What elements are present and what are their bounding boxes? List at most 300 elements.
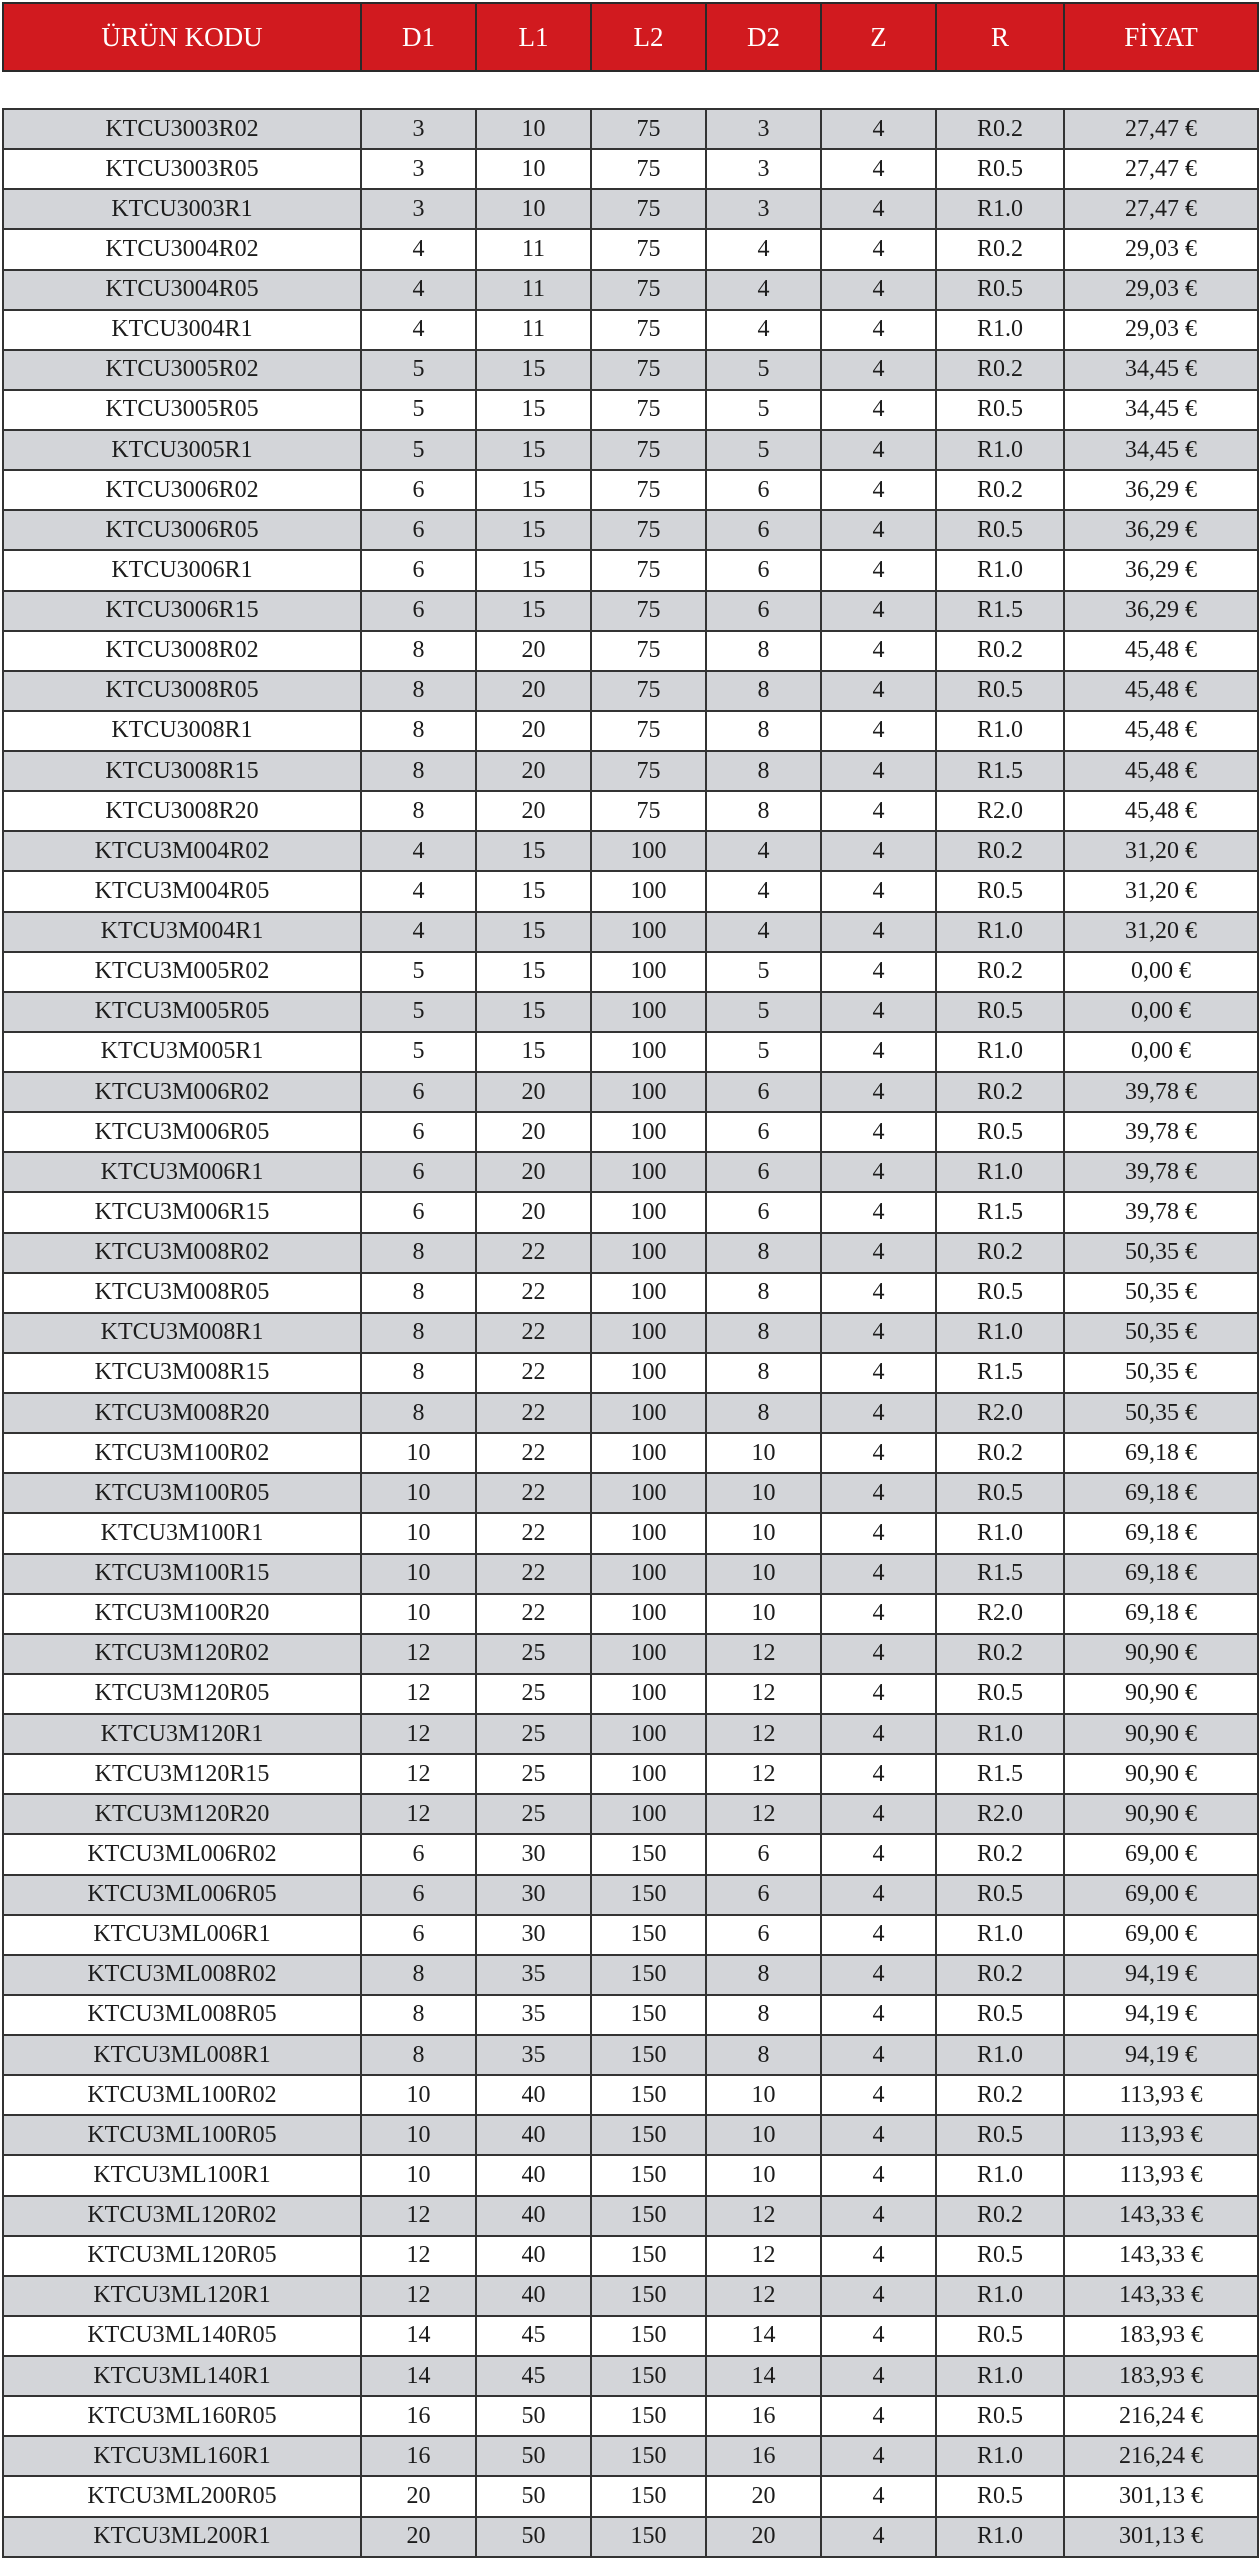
r-cell: R0.5 <box>936 510 1064 550</box>
l2-cell: 75 <box>591 791 706 831</box>
d1-cell: 4 <box>361 912 476 952</box>
d1-cell: 8 <box>361 1393 476 1433</box>
l1-cell: 40 <box>476 2276 591 2316</box>
table-row <box>3 952 1258 992</box>
d2-cell: 8 <box>706 1313 821 1353</box>
d2-cell: 12 <box>706 1714 821 1754</box>
l1-cell: 45 <box>476 2356 591 2396</box>
l2-cell: 75 <box>591 229 706 269</box>
price-cell: 50,35 € <box>1064 1313 1258 1353</box>
product-code-cell: KTCU3005R1 <box>3 430 361 470</box>
r-cell: R0.2 <box>936 1955 1064 1995</box>
d1-cell: 6 <box>361 1072 476 1112</box>
d2-cell: 10 <box>706 2075 821 2115</box>
r-cell: R1.0 <box>936 1915 1064 1955</box>
l1-cell: 15 <box>476 510 591 550</box>
l1-cell: 40 <box>476 2115 591 2155</box>
table-row <box>3 1353 1258 1393</box>
table-row <box>3 1634 1258 1674</box>
table-row <box>3 2517 1258 2558</box>
price-cell: 36,29 € <box>1064 470 1258 510</box>
r-cell: R1.0 <box>936 2035 1064 2075</box>
product-code-cell: KTCU3008R05 <box>3 671 361 711</box>
d2-cell: 10 <box>706 2155 821 2195</box>
product-code-cell: KTCU3ML140R1 <box>3 2356 361 2396</box>
price-cell: 39,78 € <box>1064 1112 1258 1152</box>
d1-cell: 10 <box>361 2115 476 2155</box>
price-cell: 0,00 € <box>1064 992 1258 1032</box>
l2-cell: 75 <box>591 631 706 671</box>
d2-cell: 6 <box>706 1192 821 1232</box>
l1-cell: 15 <box>476 831 591 871</box>
price-cell: 69,00 € <box>1064 1915 1258 1955</box>
z-cell: 4 <box>821 229 936 269</box>
r-cell: R2.0 <box>936 1594 1064 1634</box>
l2-cell: 100 <box>591 1554 706 1594</box>
r-cell: R0.2 <box>936 2196 1064 2236</box>
d2-cell: 8 <box>706 1393 821 1433</box>
product-code-cell: KTCU3006R05 <box>3 510 361 550</box>
d2-cell: 8 <box>706 671 821 711</box>
r-cell: R0.2 <box>936 1072 1064 1112</box>
d2-cell: 10 <box>706 1554 821 1594</box>
d2-cell: 8 <box>706 711 821 751</box>
product-code-cell: KTCU3M008R02 <box>3 1233 361 1273</box>
l1-cell: 22 <box>476 1594 591 1634</box>
l1-cell: 22 <box>476 1433 591 1473</box>
header-fiyat: FİYAT <box>1064 3 1258 71</box>
d1-cell: 10 <box>361 1473 476 1513</box>
table-row <box>3 2436 1258 2476</box>
l2-cell: 100 <box>591 992 706 1032</box>
z-cell: 4 <box>821 1353 936 1393</box>
z-cell: 4 <box>821 671 936 711</box>
r-cell: R0.5 <box>936 2115 1064 2155</box>
price-cell: 94,19 € <box>1064 1995 1258 2035</box>
d1-cell: 10 <box>361 1433 476 1473</box>
r-cell: R1.0 <box>936 2276 1064 2316</box>
product-code-cell: KTCU3004R05 <box>3 270 361 310</box>
table-row <box>3 1674 1258 1714</box>
d1-cell: 10 <box>361 1554 476 1594</box>
r-cell: R1.0 <box>936 2155 1064 2195</box>
l2-cell: 100 <box>591 1233 706 1273</box>
l2-cell: 150 <box>591 2476 706 2516</box>
product-code-cell: KTCU3005R02 <box>3 350 361 390</box>
product-code-cell: KTCU3M100R1 <box>3 1513 361 1553</box>
price-cell: 31,20 € <box>1064 831 1258 871</box>
z-cell: 4 <box>821 1032 936 1072</box>
product-code-cell: KTCU3M005R02 <box>3 952 361 992</box>
d1-cell: 16 <box>361 2436 476 2476</box>
l1-cell: 11 <box>476 229 591 269</box>
d1-cell: 4 <box>361 270 476 310</box>
product-code-cell: KTCU3M120R1 <box>3 1714 361 1754</box>
d1-cell: 5 <box>361 390 476 430</box>
d2-cell: 16 <box>706 2436 821 2476</box>
price-cell: 27,47 € <box>1064 109 1258 149</box>
z-cell: 4 <box>821 1313 936 1353</box>
price-cell: 90,90 € <box>1064 1634 1258 1674</box>
price-cell: 143,33 € <box>1064 2196 1258 2236</box>
price-cell: 0,00 € <box>1064 1032 1258 1072</box>
r-cell: R0.5 <box>936 2396 1064 2436</box>
l1-cell: 15 <box>476 430 591 470</box>
d2-cell: 4 <box>706 831 821 871</box>
l1-cell: 15 <box>476 591 591 631</box>
product-code-cell: KTCU3003R1 <box>3 189 361 229</box>
l2-cell: 75 <box>591 350 706 390</box>
price-cell: 143,33 € <box>1064 2236 1258 2276</box>
price-cell: 39,78 € <box>1064 1152 1258 1192</box>
product-code-cell: KTCU3M100R02 <box>3 1433 361 1473</box>
r-cell: R1.0 <box>936 2356 1064 2396</box>
table-row <box>3 1313 1258 1353</box>
z-cell: 4 <box>821 1072 936 1112</box>
r-cell: R1.5 <box>936 1554 1064 1594</box>
d2-cell: 14 <box>706 2356 821 2396</box>
r-cell: R0.5 <box>936 1473 1064 1513</box>
header-l1: L1 <box>476 3 591 71</box>
l1-cell: 15 <box>476 350 591 390</box>
l1-cell: 20 <box>476 791 591 831</box>
product-code-cell: KTCU3M120R15 <box>3 1754 361 1794</box>
d1-cell: 4 <box>361 310 476 350</box>
table-row <box>3 390 1258 430</box>
d1-cell: 14 <box>361 2316 476 2356</box>
table-row <box>3 2396 1258 2436</box>
d2-cell: 5 <box>706 992 821 1032</box>
r-cell: R2.0 <box>936 1794 1064 1834</box>
l2-cell: 150 <box>591 1995 706 2035</box>
price-cell: 34,45 € <box>1064 350 1258 390</box>
d1-cell: 4 <box>361 229 476 269</box>
header-z: Z <box>821 3 936 71</box>
r-cell: R1.0 <box>936 711 1064 751</box>
l2-cell: 100 <box>591 1032 706 1072</box>
l1-cell: 20 <box>476 751 591 791</box>
l2-cell: 100 <box>591 1754 706 1794</box>
price-cell: 69,00 € <box>1064 1834 1258 1874</box>
product-code-cell: KTCU3M120R05 <box>3 1674 361 1714</box>
l2-cell: 100 <box>591 1433 706 1473</box>
r-cell: R0.5 <box>936 1995 1064 2035</box>
r-cell: R1.5 <box>936 1754 1064 1794</box>
table-row <box>3 1273 1258 1313</box>
r-cell: R0.2 <box>936 952 1064 992</box>
r-cell: R1.0 <box>936 310 1064 350</box>
product-code-cell: KTCU3ML200R05 <box>3 2476 361 2516</box>
d1-cell: 12 <box>361 1794 476 1834</box>
z-cell: 4 <box>821 109 936 149</box>
z-cell: 4 <box>821 470 936 510</box>
z-cell: 4 <box>821 430 936 470</box>
l2-cell: 150 <box>591 2356 706 2396</box>
l2-cell: 75 <box>591 149 706 189</box>
z-cell: 4 <box>821 1915 936 1955</box>
price-cell: 31,20 € <box>1064 912 1258 952</box>
l1-cell: 15 <box>476 912 591 952</box>
l1-cell: 20 <box>476 631 591 671</box>
price-cell: 36,29 € <box>1064 591 1258 631</box>
r-cell: R1.0 <box>936 430 1064 470</box>
d1-cell: 3 <box>361 189 476 229</box>
d2-cell: 20 <box>706 2517 821 2558</box>
price-cell: 34,45 € <box>1064 430 1258 470</box>
l1-cell: 40 <box>476 2155 591 2195</box>
z-cell: 4 <box>821 1875 936 1915</box>
z-cell: 4 <box>821 149 936 189</box>
table-row <box>3 470 1258 510</box>
product-code-cell: KTCU3M006R05 <box>3 1112 361 1152</box>
d2-cell: 4 <box>706 871 821 911</box>
d2-cell: 12 <box>706 1674 821 1714</box>
product-code-cell: KTCU3M120R02 <box>3 1634 361 1674</box>
price-cell: 113,93 € <box>1064 2155 1258 2195</box>
l1-cell: 22 <box>476 1513 591 1553</box>
l2-cell: 100 <box>591 1353 706 1393</box>
l2-cell: 150 <box>591 2396 706 2436</box>
z-cell: 4 <box>821 1554 936 1594</box>
l1-cell: 10 <box>476 189 591 229</box>
d1-cell: 8 <box>361 1995 476 2035</box>
product-code-cell: KTCU3M008R1 <box>3 1313 361 1353</box>
l2-cell: 75 <box>591 390 706 430</box>
table-row <box>3 310 1258 350</box>
product-code-cell: KTCU3M120R20 <box>3 1794 361 1834</box>
price-cell: 45,48 € <box>1064 711 1258 751</box>
l2-cell: 100 <box>591 1393 706 1433</box>
z-cell: 4 <box>821 1192 936 1232</box>
z-cell: 4 <box>821 1152 936 1192</box>
l1-cell: 25 <box>476 1754 591 1794</box>
d1-cell: 3 <box>361 149 476 189</box>
z-cell: 4 <box>821 1834 936 1874</box>
product-code-cell: KTCU3008R02 <box>3 631 361 671</box>
table-row <box>3 1875 1258 1915</box>
l2-cell: 100 <box>591 1192 706 1232</box>
price-cell: 29,03 € <box>1064 229 1258 269</box>
product-code-cell: KTCU3ML006R02 <box>3 1834 361 1874</box>
d1-cell: 6 <box>361 1192 476 1232</box>
l2-cell: 100 <box>591 1152 706 1192</box>
l2-cell: 75 <box>591 430 706 470</box>
r-cell: R1.0 <box>936 1714 1064 1754</box>
price-table-body <box>3 109 1258 2557</box>
z-cell: 4 <box>821 2517 936 2558</box>
l2-cell: 75 <box>591 671 706 711</box>
r-cell: R1.0 <box>936 189 1064 229</box>
z-cell: 4 <box>821 1112 936 1152</box>
l1-cell: 15 <box>476 952 591 992</box>
table-row <box>3 2196 1258 2236</box>
d1-cell: 8 <box>361 791 476 831</box>
z-cell: 4 <box>821 1393 936 1433</box>
product-code-cell: KTCU3ML100R05 <box>3 2115 361 2155</box>
price-cell: 113,93 € <box>1064 2115 1258 2155</box>
product-code-cell: KTCU3008R20 <box>3 791 361 831</box>
product-code-cell: KTCU3ML008R1 <box>3 2035 361 2075</box>
l2-cell: 150 <box>591 2517 706 2558</box>
z-cell: 4 <box>821 2155 936 2195</box>
table-row <box>3 2075 1258 2115</box>
table-row <box>3 1393 1258 1433</box>
r-cell: R1.0 <box>936 912 1064 952</box>
d1-cell: 8 <box>361 1955 476 1995</box>
table-row <box>3 1754 1258 1794</box>
d2-cell: 8 <box>706 751 821 791</box>
price-cell: 36,29 € <box>1064 550 1258 590</box>
z-cell: 4 <box>821 952 936 992</box>
d1-cell: 12 <box>361 2276 476 2316</box>
z-cell: 4 <box>821 550 936 590</box>
product-code-cell: KTCU3M008R20 <box>3 1393 361 1433</box>
product-code-cell: KTCU3ML100R1 <box>3 2155 361 2195</box>
d2-cell: 12 <box>706 2276 821 2316</box>
price-cell: 113,93 € <box>1064 2075 1258 2115</box>
d1-cell: 5 <box>361 350 476 390</box>
l1-cell: 25 <box>476 1634 591 1674</box>
table-row <box>3 2155 1258 2195</box>
l2-cell: 100 <box>591 1473 706 1513</box>
d1-cell: 12 <box>361 2196 476 2236</box>
price-cell: 50,35 € <box>1064 1393 1258 1433</box>
l2-cell: 75 <box>591 711 706 751</box>
r-cell: R0.5 <box>936 2476 1064 2516</box>
l1-cell: 35 <box>476 1995 591 2035</box>
product-code-cell: KTCU3ML120R1 <box>3 2276 361 2316</box>
z-cell: 4 <box>821 350 936 390</box>
l1-cell: 20 <box>476 711 591 751</box>
d2-cell: 6 <box>706 1875 821 1915</box>
d1-cell: 5 <box>361 992 476 1032</box>
l1-cell: 40 <box>476 2196 591 2236</box>
price-table-header <box>2 2 1259 72</box>
d1-cell: 16 <box>361 2396 476 2436</box>
d2-cell: 6 <box>706 1834 821 1874</box>
price-cell: 45,48 € <box>1064 631 1258 671</box>
d1-cell: 14 <box>361 2356 476 2396</box>
d1-cell: 8 <box>361 2035 476 2075</box>
product-code-cell: KTCU3M004R02 <box>3 831 361 871</box>
d1-cell: 5 <box>361 1032 476 1072</box>
z-cell: 4 <box>821 1794 936 1834</box>
d1-cell: 5 <box>361 952 476 992</box>
table-row <box>3 189 1258 229</box>
d1-cell: 8 <box>361 671 476 711</box>
d1-cell: 10 <box>361 1513 476 1553</box>
price-cell: 69,18 € <box>1064 1554 1258 1594</box>
d1-cell: 6 <box>361 1152 476 1192</box>
table-row <box>3 2236 1258 2276</box>
l1-cell: 15 <box>476 1032 591 1072</box>
r-cell: R0.5 <box>936 1674 1064 1714</box>
z-cell: 4 <box>821 2276 936 2316</box>
product-code-cell: KTCU3ML160R05 <box>3 2396 361 2436</box>
l2-cell: 100 <box>591 1634 706 1674</box>
d2-cell: 14 <box>706 2316 821 2356</box>
d1-cell: 12 <box>361 1714 476 1754</box>
header-d2: D2 <box>706 3 821 71</box>
r-cell: R0.5 <box>936 2236 1064 2276</box>
d1-cell: 6 <box>361 1834 476 1874</box>
d1-cell: 12 <box>361 1754 476 1794</box>
l1-cell: 15 <box>476 992 591 1032</box>
price-cell: 29,03 € <box>1064 310 1258 350</box>
l2-cell: 75 <box>591 310 706 350</box>
z-cell: 4 <box>821 992 936 1032</box>
l1-cell: 25 <box>476 1794 591 1834</box>
table-row <box>3 992 1258 1032</box>
price-cell: 301,13 € <box>1064 2517 1258 2558</box>
r-cell: R0.5 <box>936 1273 1064 1313</box>
r-cell: R0.2 <box>936 631 1064 671</box>
l2-cell: 100 <box>591 1513 706 1553</box>
r-cell: R1.0 <box>936 1513 1064 1553</box>
d2-cell: 8 <box>706 2035 821 2075</box>
table-row <box>3 270 1258 310</box>
r-cell: R1.5 <box>936 751 1064 791</box>
r-cell: R1.0 <box>936 2517 1064 2558</box>
l1-cell: 20 <box>476 1152 591 1192</box>
l1-cell: 20 <box>476 671 591 711</box>
table-row <box>3 149 1258 189</box>
d2-cell: 16 <box>706 2396 821 2436</box>
r-cell: R1.5 <box>936 1192 1064 1232</box>
price-cell: 216,24 € <box>1064 2436 1258 2476</box>
table-row <box>3 350 1258 390</box>
z-cell: 4 <box>821 2075 936 2115</box>
l2-cell: 75 <box>591 109 706 149</box>
d2-cell: 12 <box>706 1634 821 1674</box>
z-cell: 4 <box>821 1995 936 2035</box>
z-cell: 4 <box>821 2356 936 2396</box>
table-row <box>3 1834 1258 1874</box>
d1-cell: 8 <box>361 1353 476 1393</box>
l1-cell: 22 <box>476 1353 591 1393</box>
l1-cell: 50 <box>476 2517 591 2558</box>
product-code-cell: KTCU3ML120R05 <box>3 2236 361 2276</box>
r-cell: R0.5 <box>936 992 1064 1032</box>
table-row <box>3 550 1258 590</box>
z-cell: 4 <box>821 831 936 871</box>
z-cell: 4 <box>821 1473 936 1513</box>
d2-cell: 10 <box>706 1594 821 1634</box>
r-cell: R2.0 <box>936 791 1064 831</box>
l1-cell: 11 <box>476 310 591 350</box>
l1-cell: 30 <box>476 1915 591 1955</box>
z-cell: 4 <box>821 912 936 952</box>
r-cell: R0.5 <box>936 390 1064 430</box>
r-cell: R0.5 <box>936 1112 1064 1152</box>
d2-cell: 4 <box>706 229 821 269</box>
price-cell: 27,47 € <box>1064 149 1258 189</box>
price-cell: 90,90 € <box>1064 1714 1258 1754</box>
z-cell: 4 <box>821 1714 936 1754</box>
d1-cell: 6 <box>361 470 476 510</box>
table-row <box>3 1112 1258 1152</box>
price-cell: 50,35 € <box>1064 1353 1258 1393</box>
product-code-cell: KTCU3M100R05 <box>3 1473 361 1513</box>
price-cell: 50,35 € <box>1064 1273 1258 1313</box>
product-code-cell: KTCU3003R05 <box>3 149 361 189</box>
r-cell: R2.0 <box>936 1393 1064 1433</box>
product-code-cell: KTCU3006R15 <box>3 591 361 631</box>
d1-cell: 10 <box>361 2075 476 2115</box>
d2-cell: 6 <box>706 1112 821 1152</box>
table-row <box>3 1714 1258 1754</box>
d1-cell: 6 <box>361 591 476 631</box>
